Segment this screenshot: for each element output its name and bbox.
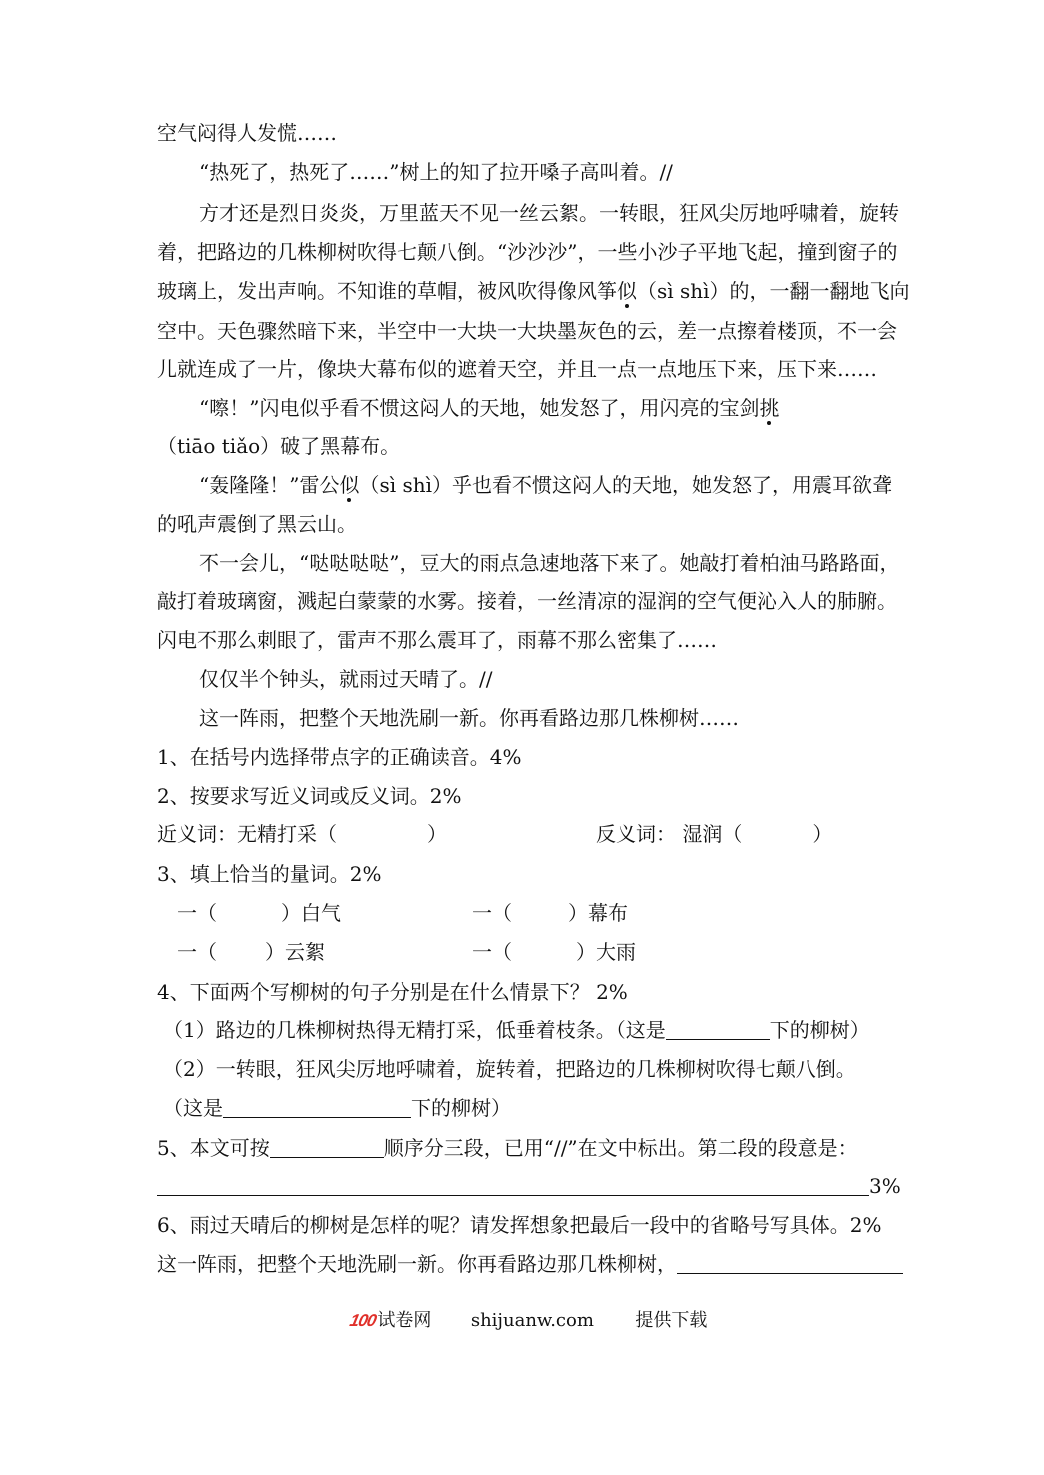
paren-close: ）: [427, 822, 447, 846]
measure-word-blank[interactable]: [177, 901, 341, 925]
paren-close: ）: [812, 822, 833, 846]
passage-text: “嚓！”闪电似乎看不惯这闷人的天地，她发怒了，用闪亮的宝剑: [199, 396, 760, 420]
antonym-label: 反义词： 湿润（: [596, 822, 743, 846]
passage-line: 闪电不那么刺眼了，雷声不那么震耳了，雨幕不那么密集了……: [157, 628, 717, 652]
antonym-blank[interactable]: [596, 822, 832, 846]
synonym-label: 近义词：无精打采（: [157, 822, 337, 846]
q4-2-suffix: 下的柳树）: [411, 1096, 511, 1120]
passage-line: 这一阵雨，把整个天地洗刷一新。你再看路边那几株柳树……: [199, 706, 739, 730]
footer: [350, 1309, 707, 1333]
q5-prefix: 5、本文可按: [157, 1136, 270, 1160]
answer-line[interactable]: [223, 1097, 411, 1118]
q4-1-suffix: 下的柳树）: [769, 1018, 870, 1042]
passage-line: 空气闷得人发慌……: [157, 121, 337, 145]
passage-line: 着，把路边的几株柳树吹得七颠八倒。“沙沙沙”，一些小沙子平地飞起，撞到窗子的: [157, 240, 898, 264]
passage-line: 空中。天色骤然暗下来，半空中一大块一大块墨灰色的云，差一点擦着楼顶，不一会: [157, 319, 897, 343]
passage-line: 敲打着玻璃窗，溅起白蒙蒙的水雾。接着，一丝清凉的湿润的空气便沁入人的肺腑。: [157, 589, 897, 613]
q6-text: 这一阵雨，把整个天地洗刷一新。你再看路边那几株柳树，: [157, 1252, 677, 1276]
question-4-part-2: （2）一转眼，狂风尖厉地呼啸着，旋转着，把路边的几株柳树吹得七颠八倒。: [163, 1057, 856, 1081]
score-percent: 3%: [869, 1174, 901, 1198]
site-logo: 100: [348, 1311, 378, 1330]
passage-text: “轰隆隆！”雷公: [199, 473, 340, 497]
passage-line: 的吼声震倒了黑云山。: [157, 512, 357, 536]
blank-suffix: ）白气: [281, 901, 341, 925]
passage-line: 仅仅半个钟头，就雨过天晴了。//: [199, 667, 493, 691]
blank-prefix: 一（: [177, 901, 217, 925]
q5-suffix: 顺序分三段，已用“//”在文中标出。第二段的段意是：: [383, 1136, 858, 1160]
question-4-part-1: [163, 1018, 870, 1042]
answer-line[interactable]: [677, 1253, 903, 1274]
measure-word-blank[interactable]: [472, 940, 636, 964]
question-5: [157, 1136, 858, 1160]
question-2: 2、按要求写近义词或反义词。2%: [157, 784, 462, 808]
dotted-character: 挑: [759, 396, 780, 420]
passage-line: 方才还是烈日炎炎，万里蓝天不见一丝云絮。一转眼，狂风尖厉地呼啸着，旋转: [199, 201, 899, 225]
answer-line[interactable]: [666, 1019, 770, 1040]
q4-2-prefix: （这是: [163, 1096, 223, 1120]
logo-text: 试卷网: [377, 1310, 432, 1331]
passage-text: （sì shì）的，一翻一翻地飞向: [637, 279, 910, 303]
question-1: 1、在括号内选择带点字的正确读音。4%: [157, 745, 522, 769]
measure-word-blank[interactable]: [472, 901, 628, 925]
blank-suffix: ）云絮: [265, 940, 325, 964]
question-4-part-2-answer: [163, 1096, 511, 1120]
q4-1-text: （1）路边的几株柳树热得无精打采，低垂着枝条。（这是: [163, 1018, 666, 1042]
synonym-blank[interactable]: [157, 822, 447, 846]
blank-prefix: 一（: [472, 940, 512, 964]
dotted-character: 似: [617, 279, 637, 303]
passage-line: （tiāo tiǎo）破了黑幕布。: [157, 434, 401, 458]
question-6-answer: [157, 1252, 903, 1276]
blank-prefix: 一（: [472, 901, 512, 925]
blank-suffix: ）幕布: [568, 901, 628, 925]
answer-line[interactable]: [270, 1137, 384, 1158]
passage-line: [157, 279, 910, 303]
passage-line: [199, 396, 779, 420]
question-4: 4、下面两个写柳树的句子分别是在什么情景下？ 2%: [157, 980, 628, 1004]
answer-line[interactable]: [157, 1175, 869, 1196]
question-5-answer: [157, 1174, 901, 1198]
site-url[interactable]: shijuanw.com: [470, 1310, 594, 1331]
passage-text: 玻璃上，发出声响。不知谁的草帽，被风吹得像风筝: [157, 279, 617, 303]
passage-line: 不一会儿，“哒哒哒哒”，豆大的雨点急速地落下来了。她敲打着柏油马路路面，: [199, 551, 900, 575]
dotted-character: 似: [339, 473, 360, 497]
question-3: 3、填上恰当的量词。2%: [157, 862, 382, 886]
passage-text: （sì shì）乎也看不惯这闷人的天地，她发怒了，用震耳欲聋: [359, 473, 893, 497]
blank-prefix: 一（: [177, 940, 217, 964]
download-note: 提供下载: [635, 1310, 708, 1331]
passage-line: [199, 473, 892, 497]
passage-line: “热死了，热死了……”树上的知了拉开嗓子高叫着。//: [199, 160, 673, 184]
measure-word-blank[interactable]: [177, 940, 325, 964]
question-6: 6、雨过天晴后的柳树是怎样的呢？请发挥想象把最后一段中的省略号写具体。2%: [157, 1213, 882, 1237]
blank-suffix: ）大雨: [576, 940, 636, 964]
passage-line: 儿就连成了一片，像块大幕布似的遮着天空，并且一点一点地压下来，压下来……: [157, 357, 877, 381]
